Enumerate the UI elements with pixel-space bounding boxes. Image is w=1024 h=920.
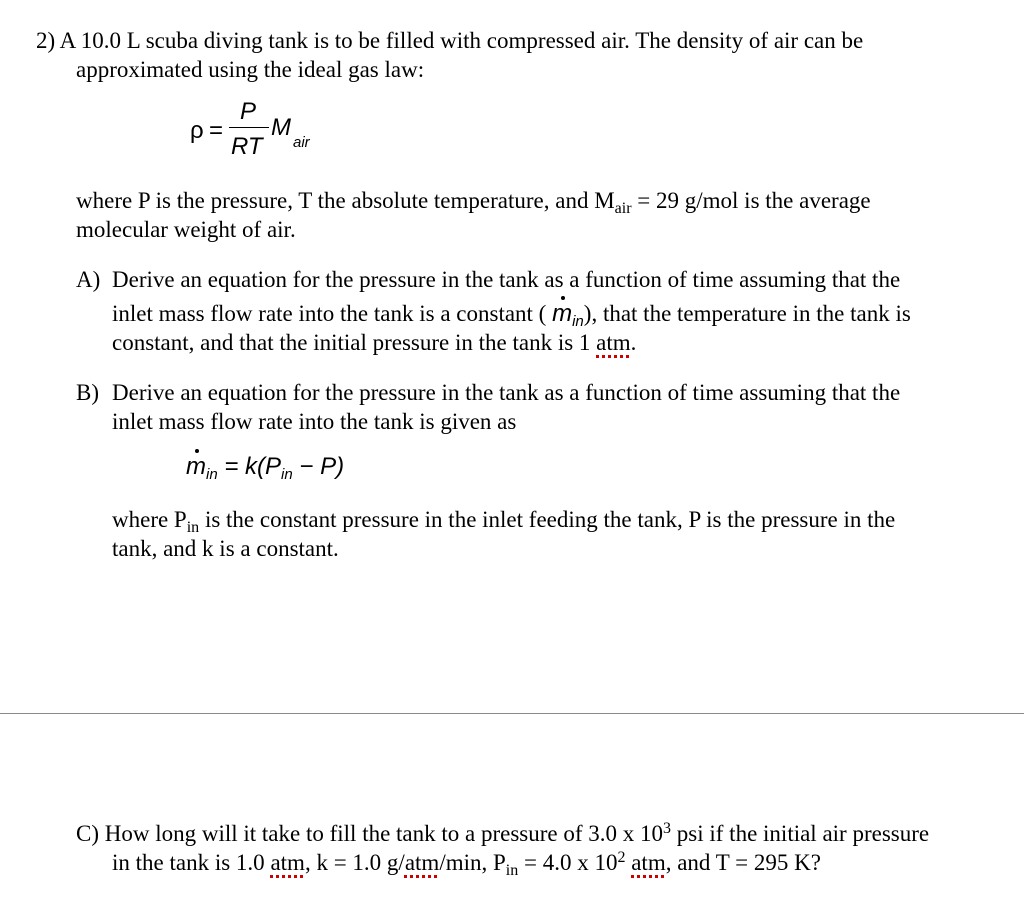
eq-b-p-sub: in <box>281 466 293 483</box>
part-c-sup-2: 2 <box>617 849 626 866</box>
part-b-where-2: tank, and k is a constant. <box>112 536 339 561</box>
where-sub-air: air <box>614 200 632 217</box>
mass-flow-equation <box>186 452 344 484</box>
part-c-text-c: in the tank is 1.0 <box>112 850 271 875</box>
part-c-line-1 <box>76 819 929 851</box>
problem-line-1 <box>36 26 863 55</box>
problem-intro-2: approximated using the ideal gas law: <box>76 57 425 82</box>
part-a-period: . <box>630 330 637 355</box>
eq-b-mid: = k(P <box>217 453 282 480</box>
eq-equals: = <box>209 117 224 144</box>
eq-rho: ρ <box>190 117 204 144</box>
part-a-line-2 <box>112 299 911 331</box>
part-c-label: C) <box>76 821 99 846</box>
problem-intro-1: A 10.0 L scuba diving tank is to be filled with compressed air. The density of air can be <box>59 28 864 53</box>
part-a-text-b: ), that the temperature in the tank is <box>583 301 911 326</box>
where-text-b: = 29 g/mol is the average <box>631 188 871 213</box>
fraction-bar <box>229 127 269 128</box>
part-a-label: A) <box>76 267 101 292</box>
part-a-line-1: Derive an equation for the pressure in the tank as a function of time assuming that the <box>112 267 901 292</box>
mass-flow-m: m <box>552 300 573 327</box>
atm-spell-flag: atm <box>270 850 305 875</box>
atm-spell-flag: atm <box>596 330 631 355</box>
part-b-where-1 <box>112 505 895 537</box>
part-c-text-f: = 4.0 x 10 <box>518 850 618 875</box>
section-divider <box>0 713 1024 714</box>
part-b-where-a: where P <box>112 507 187 532</box>
mass-flow-sub: in <box>572 313 584 330</box>
where-line-2: molecular weight of air. <box>76 217 296 242</box>
part-a-line-3 <box>112 328 636 357</box>
part-c-text-g: , and T = 295 K? <box>665 850 821 875</box>
part-b-label: B) <box>76 380 99 405</box>
part-c-text-d: , k = 1.0 g/ <box>304 850 405 875</box>
where-line-1 <box>76 186 871 218</box>
eq-b-m-sub: in <box>206 466 218 483</box>
eq-numerator: P <box>240 98 257 125</box>
part-c-text-a: How long will it take to fill the tank to a pressure of 3.0 x 10 <box>104 821 664 846</box>
where-text-a: where P is the pressure, T the absolute temperature, and M <box>76 188 615 213</box>
eq-denominator: RT <box>231 133 263 160</box>
eq-b-end: − P) <box>292 453 345 480</box>
part-b-where-sub: in <box>186 519 200 536</box>
eq-b-m: m <box>186 453 206 480</box>
problem-number: 2) <box>36 28 56 53</box>
part-b-where-b: is the constant pressure in the inlet feeding the tank, P is the pressure in the <box>199 507 896 532</box>
atm-spell-flag: atm <box>631 850 666 875</box>
part-c-sup-3: 3 <box>663 820 672 837</box>
part-a-text-a: inlet mass flow rate into the tank is a constant ( <box>112 301 553 326</box>
part-a-text-c: constant, and that the initial pressure in the tank is 1 <box>112 330 597 355</box>
part-c-sub-in: in <box>505 862 519 879</box>
part-c-text-b: psi if the initial air pressure <box>671 821 930 846</box>
part-c-text-e: /min, P <box>439 850 506 875</box>
atm-spell-flag: atm <box>404 850 440 875</box>
eq-m-sub: air <box>293 134 310 151</box>
part-c-line-2 <box>112 848 821 880</box>
part-b-line-1: Derive an equation for the pressure in the tank as a function of time assuming that the <box>112 380 901 405</box>
part-b-line-2: inlet mass flow rate into the tank is given as <box>112 409 517 434</box>
eq-m: M <box>271 114 291 141</box>
